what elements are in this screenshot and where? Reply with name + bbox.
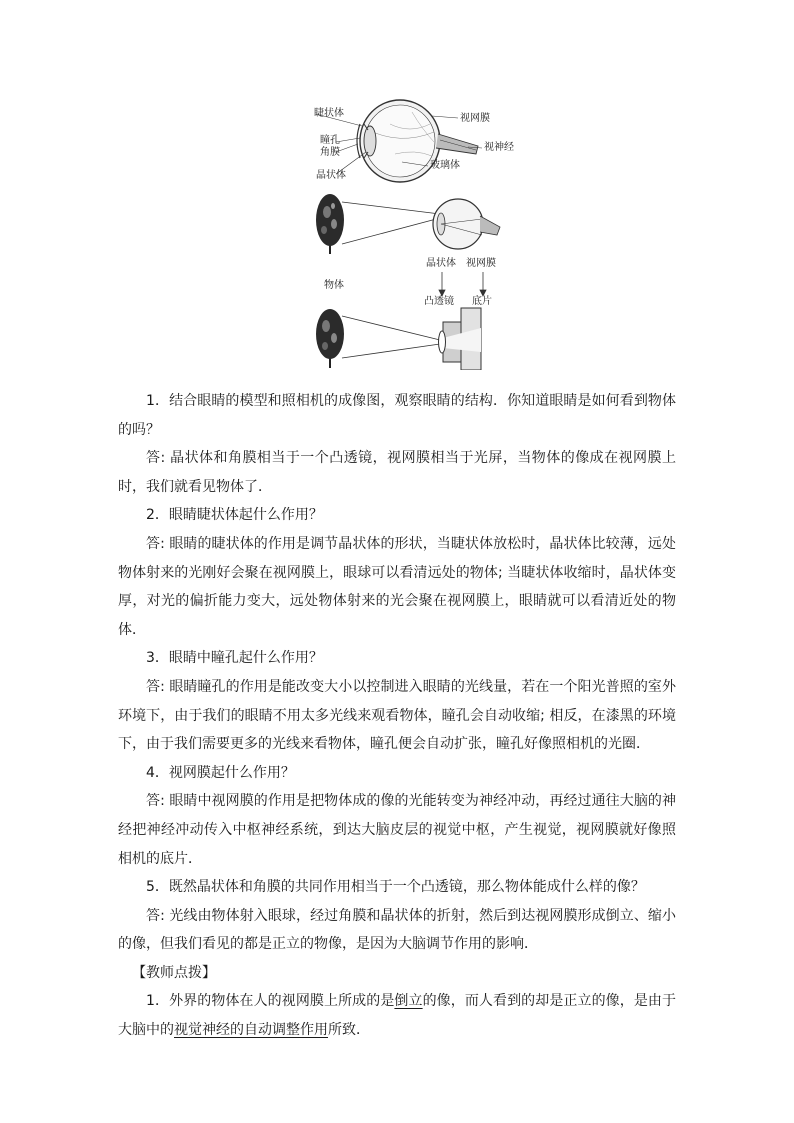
tip-text-a: 1．外界的物体在人的视网膜上所成的是 [146, 993, 395, 1010]
label-convex-lens: 凸透镜 [424, 296, 454, 307]
question-3: 3．眼睛中瞳孔起什么作用？ [146, 650, 323, 667]
tip-text-b: 的像，而人看到的却是正立的像，是由于大脑中的 [118, 993, 677, 1039]
label-map-retina: 视网膜 [466, 258, 496, 269]
label-optic-nerve: 视神经 [484, 142, 514, 153]
tree-object-1 [316, 194, 344, 254]
answer-2: 答: 眼睛的睫状体的作用是调节晶状体的形状，当睫状体放松时，晶状体比较薄，远处物体射来的光刚好会聚在视网膜上，眼球可以看清远处的物体; 当睫状体收缩时，晶状体变厚，对光的偏折能力变大，远处物体射来的光会聚在视网膜上，眼睛就可以看清近处的物体． [118, 535, 676, 638]
label-lens: 晶状体 [316, 170, 346, 181]
tree-object-2 [316, 309, 344, 368]
answer-5: 答: 光线由物体射入眼球，经过角膜和晶状体的折射，然后到达视网膜形成倒立、缩小的像，但我们看见的都是正立的物像，是因为大脑调节作用的影响． [118, 907, 676, 953]
eye-camera-figure [300, 94, 520, 370]
question-2: 2．眼睛睫状体起什么作用？ [146, 507, 323, 524]
label-vitreous: 玻璃体 [430, 160, 460, 171]
label-retina: 视网膜 [460, 113, 490, 124]
answer-4: 答: 眼睛中视网膜的作用是把物体成的像的光能转变为神经冲动，再经过通往大脑的神经把神经冲动传入中枢神经系统，到达大脑皮层的视觉中枢，产生视觉，视网膜就好像照相机的底片． [118, 793, 676, 867]
label-film: 底片 [472, 296, 492, 307]
question-1: 1．结合眼睛的模型和照相机的成像图，观察眼睛的结构．你知道眼睛是如何看到物体的吗？ [118, 393, 676, 438]
label-pupil: 瞳孔 [320, 135, 340, 146]
teacher-tip-point-1 [118, 987, 676, 1044]
label-ciliary-body: 睫状体 [314, 108, 344, 119]
teacher-tip-heading: 【教师点拨】 [132, 964, 216, 981]
question-4: 4．视网膜起什么作用？ [146, 764, 295, 781]
tip-text-c: 所致． [328, 1022, 370, 1039]
small-eye [433, 199, 500, 249]
tip-underline-inverted: 倒立 [394, 993, 423, 1010]
question-5: 5．既然晶状体和角膜的共同作用相当于一个凸透镜，那么物体能成什么样的像？ [146, 879, 645, 896]
label-cornea: 角膜 [320, 147, 340, 158]
label-object: 物体 [324, 280, 344, 291]
tip-underline-visual-nerve: 视觉神经的自动调整作用 [174, 1022, 328, 1039]
label-map-lens: 晶状体 [426, 258, 456, 269]
camera-body [439, 308, 482, 370]
answer-3: 答: 眼睛瞳孔的作用是能改变大小以控制进入眼睛的光线量，若在一个阳光普照的室外环境下，由于我们的眼睛不用太多光线来观看物体，瞳孔会自动收缩; 相反，在漆黑的环境下，由于我们需要更多的光线来看物体，瞳孔便会自动扩张，瞳孔好像照相机的光圈． [118, 678, 676, 753]
answer-1: 答: 晶状体和角膜相当于一个凸透镜，视网膜相当于光屏，当物体的像成在视网膜上时，我们就看见物体了． [118, 450, 676, 495]
qa-section [118, 387, 676, 1045]
